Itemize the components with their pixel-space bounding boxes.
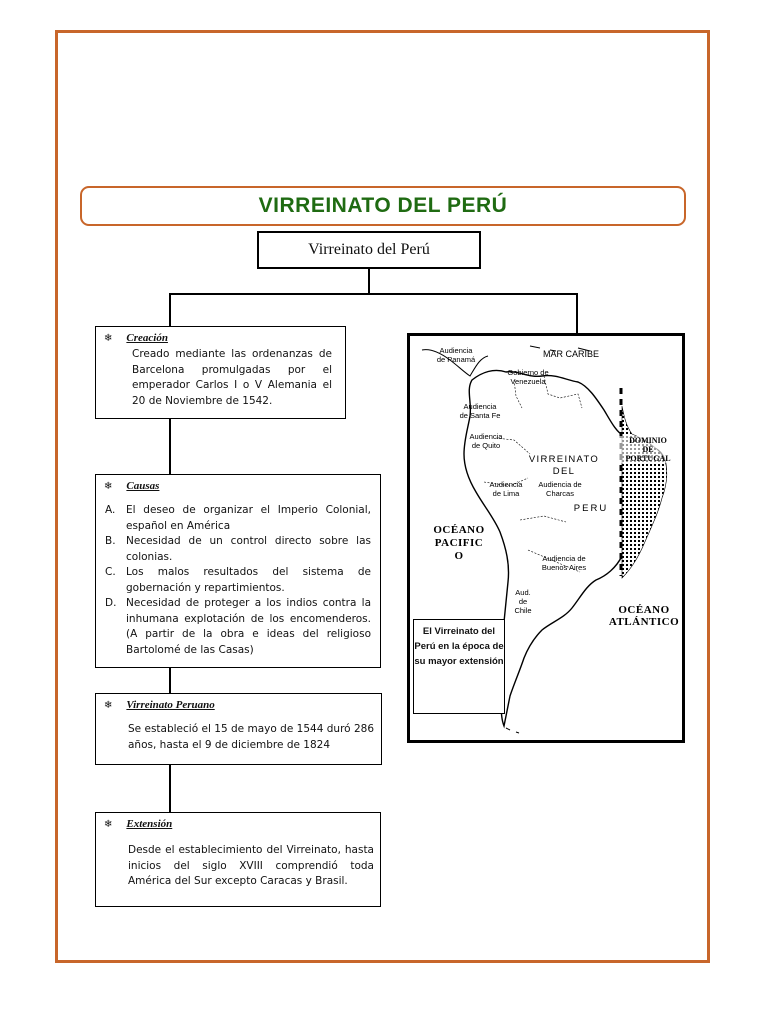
list-item: D. Necesidad de proteger a los indios contra la inhumana explotación de los encomenderos. (A partir de la obra e ideas del religioso Bartolomé de las Casas) <box>105 597 371 656</box>
extension-heading: Extensión <box>126 818 173 830</box>
root-node: Virreinato del Perú <box>257 231 481 269</box>
page-title: VIRREINATO DEL PERÚ <box>258 194 508 217</box>
creacion-heading: Creación <box>126 332 168 344</box>
label-peru: PERU <box>573 503 609 514</box>
bullet-icon: ❄ <box>104 700 113 711</box>
extension-card <box>95 812 381 907</box>
causas-list-wrap <box>105 503 371 658</box>
virreinato-text: Se estableció el 15 de mayo de 1544 duró 286 años, hasta el 9 de diciembre de 1824 <box>128 723 374 751</box>
list-item: C. Los malos resultados del sistema de gobernación y repartimientos. <box>105 566 371 594</box>
label-panama: Audiencia de Panamá <box>436 346 476 364</box>
virreinato-peruano-card <box>95 693 382 765</box>
bullet-icon: ❄ <box>104 333 113 344</box>
connector-left-down <box>169 293 171 327</box>
causas-card <box>95 474 381 668</box>
label-venezuela: Gobierno de Venezuela <box>507 368 549 386</box>
label-dominio: DOMINIO DE PORTUGAL <box>616 436 680 463</box>
label-lima: Audiencia de Lima <box>489 480 523 498</box>
label-buenos-aires: Audiencia de Buenos Aires <box>541 554 587 572</box>
causas-heading: Causas <box>126 480 160 492</box>
list-item: A. El deseo de organizar el Imperio Colonial, español en América <box>105 504 371 532</box>
causas-list <box>105 503 371 658</box>
label-oceano-pacifico: OCÉANO PACIFIC O <box>433 524 485 562</box>
title-banner <box>80 186 686 226</box>
portugal-dominion <box>622 406 667 578</box>
creacion-heading-row <box>104 331 168 347</box>
connector-horizontal <box>169 293 578 295</box>
label-charcas: Audiencia de Charcas <box>538 480 582 498</box>
list-item: B. Necesidad de un control directo sobre las colonias. <box>105 535 371 563</box>
connector-root-down <box>368 269 370 294</box>
label-santa-fe: Audiencia de Santa Fe <box>459 402 501 420</box>
label-quito: Audiencia de Quito <box>469 432 503 450</box>
bullet-icon: ❄ <box>104 819 113 830</box>
connector-virreinato-extension <box>169 764 171 813</box>
label-oceano-atlantico: OCÉANO ATLÁNTICO <box>608 604 680 628</box>
connector-creacion-causas <box>169 418 171 475</box>
virreinato-heading-row <box>104 698 215 714</box>
connector-causas-virreinato <box>169 667 171 694</box>
extension-text: Desde el establecimiento del Virreinato, hasta inicios del siglo XVIII comprendió toda América del Sur excepto Caracas y Brasil. <box>128 844 374 887</box>
bullet-icon: ❄ <box>104 481 113 492</box>
virreinato-heading: Virreinato Peruano <box>126 699 215 711</box>
label-chile: Aud. de Chile <box>514 588 532 615</box>
label-mar-caribe: MAR CARIBE <box>542 349 599 359</box>
south-america-map <box>407 333 685 743</box>
causas-heading-row <box>104 479 159 495</box>
creacion-card <box>95 326 346 419</box>
map-caption: El Virreinato del Perú en la época de su mayor extensión <box>413 619 505 714</box>
connector-right-down <box>576 293 578 334</box>
southern-islands <box>506 728 519 733</box>
label-virreinato: VIRREINATO DEL <box>528 454 600 477</box>
extension-heading-row <box>104 817 172 833</box>
creacion-text: Creado mediante las ordenanzas de Barcelona promulgadas por el emperador Carlos I o V Alemania el 20 de Noviembre de 1542. <box>132 348 332 407</box>
